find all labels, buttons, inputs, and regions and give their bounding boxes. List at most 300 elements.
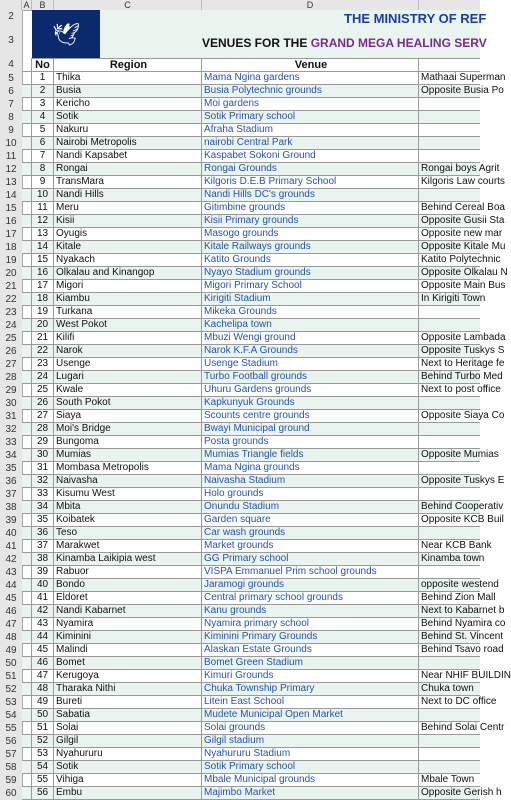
cell-a[interactable] bbox=[22, 644, 32, 656]
cell-no[interactable]: 12 bbox=[32, 215, 54, 227]
cell-region[interactable]: Meru bbox=[54, 202, 202, 214]
cell-venue[interactable]: Market grounds bbox=[202, 540, 419, 552]
row-number[interactable]: 34 bbox=[5, 450, 17, 461]
cell-venue[interactable]: Katito Grounds bbox=[202, 254, 419, 266]
cell-region[interactable]: Usenge bbox=[54, 358, 202, 370]
cell-extra[interactable]: Next to Kabarnet b bbox=[421, 605, 505, 616]
cell-venue[interactable]: Gitimbine grounds bbox=[202, 202, 419, 214]
header-region[interactable]: Region bbox=[54, 58, 202, 71]
cell-no[interactable]: 27 bbox=[32, 410, 54, 422]
cell-no[interactable]: 21 bbox=[32, 332, 54, 344]
cell-extra[interactable]: Behind Nyamira co bbox=[421, 618, 506, 629]
cell-no[interactable]: 53 bbox=[32, 748, 54, 760]
cell-venue[interactable]: Holo grounds bbox=[202, 488, 419, 500]
cell-region[interactable]: Rabuor bbox=[54, 566, 202, 578]
row-number[interactable]: 11 bbox=[5, 151, 17, 162]
cell-region[interactable]: TransMara bbox=[54, 176, 202, 188]
column-header-d[interactable]: D bbox=[202, 0, 419, 10]
cell-no[interactable]: 20 bbox=[32, 319, 54, 331]
cell-extra[interactable] bbox=[419, 397, 480, 409]
cell-region[interactable]: Marakwet bbox=[54, 540, 202, 552]
cell-region[interactable]: Nyamira bbox=[54, 618, 202, 630]
cell-extra[interactable]: Opposite Busia Po bbox=[421, 85, 504, 96]
cell-a[interactable] bbox=[22, 306, 32, 318]
cell-extra[interactable] bbox=[419, 137, 480, 149]
cell-no[interactable]: 14 bbox=[32, 241, 54, 253]
cell-extra[interactable] bbox=[419, 488, 480, 500]
row-number[interactable]: 58 bbox=[5, 762, 17, 773]
cell-venue[interactable]: Bomet Green Stadium bbox=[202, 657, 419, 669]
cell-region[interactable]: Thika bbox=[54, 72, 202, 84]
cell-region[interactable]: Turkana bbox=[54, 306, 202, 318]
row-number[interactable]: 32 bbox=[5, 424, 17, 435]
row-number[interactable]: 5 bbox=[8, 73, 14, 84]
cell-extra[interactable]: Chuka town bbox=[421, 683, 474, 694]
cell-no[interactable]: 49 bbox=[32, 696, 54, 708]
row-number[interactable]: 51 bbox=[5, 671, 17, 682]
cell-venue[interactable]: Kitale Railways grounds bbox=[202, 241, 419, 253]
cell-a[interactable] bbox=[22, 527, 32, 539]
cell-extra[interactable]: Opposite Olkalau N bbox=[421, 267, 508, 278]
cell-extra[interactable]: Rongai boys Agrit bbox=[421, 163, 500, 174]
cell-venue[interactable]: Busia Polytechnic grounds bbox=[202, 85, 419, 97]
cell-a[interactable] bbox=[22, 358, 32, 370]
cell-venue[interactable]: Majimbo Market bbox=[202, 787, 419, 799]
row-number[interactable]: 36 bbox=[5, 476, 17, 487]
cell-region[interactable]: Embu bbox=[54, 787, 202, 799]
cell-venue[interactable]: Kisii Primary grounds bbox=[202, 215, 419, 227]
cell-venue[interactable]: Usenge Stadium bbox=[202, 358, 419, 370]
cell-region[interactable]: Eldoret bbox=[54, 592, 202, 604]
cell-a[interactable] bbox=[22, 514, 32, 526]
cell-no[interactable]: 34 bbox=[32, 501, 54, 513]
cell-region[interactable]: Moi's Bridge bbox=[54, 423, 202, 435]
cell-region[interactable]: Teso bbox=[54, 527, 202, 539]
cell-venue[interactable]: VISPA Emmanuel Prim school grounds bbox=[202, 566, 419, 578]
cell-region[interactable]: Mbita bbox=[54, 501, 202, 513]
cell-venue[interactable]: Alaskan Estate Grounds bbox=[202, 644, 419, 656]
cell-venue[interactable]: Nyahururu Stadium bbox=[202, 748, 419, 760]
row-number[interactable]: 43 bbox=[5, 567, 17, 578]
row-number[interactable]: 41 bbox=[5, 541, 17, 552]
row-number[interactable]: 4 bbox=[8, 59, 14, 70]
cell-region[interactable]: Lugari bbox=[54, 371, 202, 383]
cell-no[interactable]: 36 bbox=[32, 527, 54, 539]
cell-region[interactable]: Migori bbox=[54, 280, 202, 292]
cell-region[interactable]: Busia bbox=[54, 85, 202, 97]
row-number[interactable]: 44 bbox=[5, 580, 17, 591]
row-number[interactable]: 8 bbox=[8, 112, 14, 123]
cell-a[interactable] bbox=[22, 735, 32, 747]
column-header-c[interactable]: C bbox=[54, 0, 202, 10]
cell-no[interactable]: 31 bbox=[32, 462, 54, 474]
cell-no[interactable]: 15 bbox=[32, 254, 54, 266]
cell-region[interactable]: Malindi bbox=[54, 644, 202, 656]
row-number[interactable]: 56 bbox=[5, 736, 17, 747]
cell-no[interactable]: 55 bbox=[32, 774, 54, 786]
cell-venue[interactable]: Kanu grounds bbox=[202, 605, 419, 617]
cell-extra[interactable]: Kinamba town bbox=[421, 553, 485, 564]
cell-venue[interactable]: Kimuri Grounds bbox=[202, 670, 419, 682]
cell-venue[interactable]: Scounts centre grounds bbox=[202, 410, 419, 422]
row-number[interactable]: 28 bbox=[5, 372, 17, 383]
row-number[interactable]: 15 bbox=[5, 203, 17, 214]
cell-a[interactable] bbox=[22, 683, 32, 695]
cell-venue[interactable]: Mumias Triangle fields bbox=[202, 449, 419, 461]
cell-a[interactable] bbox=[22, 423, 32, 435]
cell-venue[interactable]: Kilgoris D.E.B Primary School bbox=[202, 176, 419, 188]
cell-a[interactable] bbox=[22, 748, 32, 760]
row-number[interactable]: 21 bbox=[5, 281, 17, 292]
cell-extra[interactable]: Behind Zion Mall bbox=[421, 592, 496, 603]
header-no[interactable]: No bbox=[32, 58, 54, 71]
cell-no[interactable]: 35 bbox=[32, 514, 54, 526]
cell-no[interactable]: 19 bbox=[32, 306, 54, 318]
cell-a[interactable] bbox=[22, 540, 32, 552]
cell-no[interactable]: 11 bbox=[32, 202, 54, 214]
row-number[interactable]: 20 bbox=[5, 268, 17, 279]
cell-region[interactable]: Kilifi bbox=[54, 332, 202, 344]
cell-no[interactable]: 24 bbox=[32, 371, 54, 383]
row-number[interactable]: 14 bbox=[5, 190, 17, 201]
cell-no[interactable]: 43 bbox=[32, 618, 54, 630]
row-number[interactable]: 19 bbox=[5, 255, 17, 266]
cell-extra[interactable] bbox=[419, 436, 480, 448]
cell-extra[interactable] bbox=[419, 709, 480, 721]
cell-region[interactable]: Oyugis bbox=[54, 228, 202, 240]
cell-region[interactable]: Bomet bbox=[54, 657, 202, 669]
cell-extra[interactable]: Next to DC office bbox=[421, 696, 497, 707]
cell-venue[interactable]: Nandi Hills DC's grounds bbox=[202, 189, 419, 201]
header-extra[interactable] bbox=[419, 58, 480, 71]
cell-a[interactable] bbox=[22, 501, 32, 513]
cell-a[interactable] bbox=[22, 449, 32, 461]
cell-extra[interactable]: Mathaai Superman bbox=[421, 72, 506, 83]
cell-a[interactable] bbox=[22, 228, 32, 240]
cell-region[interactable]: Kitale bbox=[54, 241, 202, 253]
cell-no[interactable]: 56 bbox=[32, 787, 54, 799]
cell-no[interactable]: 37 bbox=[32, 540, 54, 552]
row-number[interactable]: 46 bbox=[5, 606, 17, 617]
cell-no[interactable]: 44 bbox=[32, 631, 54, 643]
cell-extra[interactable]: Near KCB Bank bbox=[421, 540, 492, 551]
cell-extra[interactable]: Opposite KCB Buil bbox=[421, 514, 504, 525]
select-all-corner[interactable] bbox=[0, 0, 22, 10]
cell-extra[interactable] bbox=[419, 657, 480, 669]
cell-no[interactable]: 6 bbox=[32, 137, 54, 149]
row-number[interactable]: 25 bbox=[5, 333, 17, 344]
cell-venue[interactable]: Central primary school grounds bbox=[202, 592, 419, 604]
cell-no[interactable]: 29 bbox=[32, 436, 54, 448]
cell-no[interactable]: 17 bbox=[32, 280, 54, 292]
cell-no[interactable]: 39 bbox=[32, 566, 54, 578]
cell-no[interactable]: 48 bbox=[32, 683, 54, 695]
cell-a[interactable] bbox=[22, 553, 32, 565]
row-number[interactable]: 49 bbox=[5, 645, 17, 656]
cell-region[interactable]: Kericho bbox=[54, 98, 202, 110]
cell-a[interactable] bbox=[22, 98, 32, 110]
cell-no[interactable]: 8 bbox=[32, 163, 54, 175]
row-number[interactable]: 54 bbox=[5, 710, 17, 721]
cell-no[interactable]: 13 bbox=[32, 228, 54, 240]
cell-no[interactable]: 50 bbox=[32, 709, 54, 721]
cell-extra[interactable]: Behind Solai Centr bbox=[421, 722, 505, 733]
cell-venue[interactable]: Kiminini Primary Grounds bbox=[202, 631, 419, 643]
cell-venue[interactable]: Rongai Grounds bbox=[202, 163, 419, 175]
cell-venue[interactable]: Chuka Township Primary bbox=[202, 683, 419, 695]
cell-region[interactable]: Nyahururu bbox=[54, 748, 202, 760]
row-number[interactable]: 52 bbox=[5, 684, 17, 695]
cell-no[interactable]: 22 bbox=[32, 345, 54, 357]
cell-a[interactable] bbox=[22, 657, 32, 669]
cell-extra[interactable]: Katito Polytechnic bbox=[421, 254, 501, 265]
row-number[interactable]: 50 bbox=[5, 658, 17, 669]
cell-a[interactable] bbox=[22, 436, 32, 448]
cell-region[interactable]: Nandi Hills bbox=[54, 189, 202, 201]
cell-extra[interactable] bbox=[419, 124, 480, 136]
cell-extra[interactable]: Opposite Kitale Mu bbox=[421, 241, 506, 252]
cell-region[interactable]: Olkalau and Kinangop bbox=[54, 267, 202, 279]
cell-venue[interactable]: Mama Ngina grounds bbox=[202, 462, 419, 474]
cell-no[interactable]: 3 bbox=[32, 98, 54, 110]
cell-extra[interactable]: opposite westend bbox=[421, 579, 499, 590]
row-number[interactable]: 27 bbox=[5, 359, 17, 370]
cell-region[interactable]: Koibatek bbox=[54, 514, 202, 526]
cell-venue[interactable]: Sotik Primary school bbox=[202, 111, 419, 123]
cell-venue[interactable]: Masogo grounds bbox=[202, 228, 419, 240]
cell-venue[interactable]: Kapkunyuk Grounds bbox=[202, 397, 419, 409]
row-number[interactable]: 31 bbox=[5, 411, 17, 422]
cell-extra[interactable] bbox=[419, 527, 480, 539]
cell-a[interactable] bbox=[22, 280, 32, 292]
cell-a[interactable] bbox=[22, 410, 32, 422]
cell-venue[interactable]: Uhuru Gardens grounds bbox=[202, 384, 419, 396]
cell-region[interactable]: Gilgil bbox=[54, 735, 202, 747]
cell-venue[interactable]: Naivasha Stadium bbox=[202, 475, 419, 487]
cell-a[interactable] bbox=[22, 241, 32, 253]
row-number[interactable]: 24 bbox=[5, 320, 17, 331]
cell-a[interactable] bbox=[22, 787, 32, 799]
row-number[interactable]: 47 bbox=[5, 619, 17, 630]
cell-region[interactable]: Bungoma bbox=[54, 436, 202, 448]
cell-no[interactable]: 1 bbox=[32, 72, 54, 84]
cell-region[interactable]: Tharaka Nithi bbox=[54, 683, 202, 695]
cell-region[interactable]: Solai bbox=[54, 722, 202, 734]
cell-no[interactable]: 7 bbox=[32, 150, 54, 162]
cell-venue[interactable]: Migori Primary School bbox=[202, 280, 419, 292]
row-number[interactable]: 57 bbox=[5, 749, 17, 760]
cell-venue[interactable]: Kaspabet Sokoni Ground bbox=[202, 150, 419, 162]
cell-extra[interactable] bbox=[419, 319, 480, 331]
cell-a[interactable] bbox=[22, 709, 32, 721]
row-number[interactable]: 16 bbox=[5, 216, 17, 227]
cell-venue[interactable]: Sotik Primary school bbox=[202, 761, 419, 773]
row-number[interactable]: 18 bbox=[5, 242, 17, 253]
cell-no[interactable]: 4 bbox=[32, 111, 54, 123]
row-number[interactable]: 3 bbox=[8, 35, 14, 46]
cell-venue[interactable]: Kachelipa town bbox=[202, 319, 419, 331]
cell-region[interactable]: Sotik bbox=[54, 761, 202, 773]
cell-extra[interactable]: Opposite Lambada bbox=[421, 332, 506, 343]
cell-region[interactable]: Nandi Kabarnet bbox=[54, 605, 202, 617]
cell-no[interactable]: 28 bbox=[32, 423, 54, 435]
cell-venue[interactable]: Moi gardens bbox=[202, 98, 419, 110]
cell-venue[interactable]: Car wash grounds bbox=[202, 527, 419, 539]
cell-a[interactable] bbox=[22, 384, 32, 396]
cell-extra[interactable] bbox=[419, 111, 480, 123]
cell-region[interactable]: Kerugoya bbox=[54, 670, 202, 682]
row-number[interactable]: 6 bbox=[8, 86, 14, 97]
cell-no[interactable]: 33 bbox=[32, 488, 54, 500]
cell-a[interactable] bbox=[22, 254, 32, 266]
cell-a[interactable] bbox=[22, 267, 32, 279]
cell-extra[interactable]: Behind Tsavo road bbox=[421, 644, 504, 655]
cell-extra[interactable]: Opposite Tuskys S bbox=[421, 345, 505, 356]
cell-a[interactable] bbox=[22, 670, 32, 682]
cell-venue[interactable]: Jaramogi grounds bbox=[202, 579, 419, 591]
cell-extra[interactable]: Opposite Mumias bbox=[421, 449, 499, 460]
cell-a[interactable] bbox=[22, 58, 32, 71]
row-number[interactable]: 48 bbox=[5, 632, 17, 643]
cell-region[interactable]: Sotik bbox=[54, 111, 202, 123]
row-number[interactable]: 42 bbox=[5, 554, 17, 565]
cell-no[interactable]: 23 bbox=[32, 358, 54, 370]
cell-a[interactable] bbox=[22, 137, 32, 149]
cell-region[interactable]: Sabatia bbox=[54, 709, 202, 721]
cell-no[interactable]: 32 bbox=[32, 475, 54, 487]
cell-region[interactable]: Kinamba Laikipia west bbox=[54, 553, 202, 565]
row-number[interactable]: 10 bbox=[5, 138, 17, 149]
cell-venue[interactable]: Litein East School bbox=[202, 696, 419, 708]
cell-extra[interactable] bbox=[419, 98, 480, 110]
cell-no[interactable]: 25 bbox=[32, 384, 54, 396]
cell-venue[interactable]: Posta grounds bbox=[202, 436, 419, 448]
cell-a[interactable] bbox=[22, 345, 32, 357]
cell-a[interactable] bbox=[22, 566, 32, 578]
cell-a[interactable] bbox=[22, 150, 32, 162]
cell-a[interactable] bbox=[22, 124, 32, 136]
cell-extra[interactable]: Opposite Main Bus bbox=[421, 280, 506, 291]
row-number[interactable]: 2 bbox=[8, 11, 14, 22]
cell-region[interactable]: Bureti bbox=[54, 696, 202, 708]
cell-a[interactable] bbox=[22, 696, 32, 708]
cell-venue[interactable]: Bwayi Municipal ground bbox=[202, 423, 419, 435]
cell-venue[interactable]: Nyamira primary school bbox=[202, 618, 419, 630]
cell-a[interactable] bbox=[22, 579, 32, 591]
cell-a[interactable] bbox=[22, 774, 32, 786]
cell-no[interactable]: 51 bbox=[32, 722, 54, 734]
row-number[interactable]: 23 bbox=[5, 307, 17, 318]
cell-venue[interactable]: Afraha Stadium bbox=[202, 124, 419, 136]
cell-venue[interactable]: Mama Ngina gardens bbox=[202, 72, 419, 84]
row-number[interactable]: 33 bbox=[5, 437, 17, 448]
cell-a[interactable] bbox=[22, 618, 32, 630]
cell-no[interactable]: 42 bbox=[32, 605, 54, 617]
cell-extra[interactable]: Opposite Siaya Co bbox=[421, 410, 505, 421]
cell-extra[interactable] bbox=[419, 189, 480, 201]
cell-region[interactable]: West Pokot bbox=[54, 319, 202, 331]
cell-a[interactable] bbox=[22, 371, 32, 383]
cell-venue[interactable]: Kirigiti Stadium bbox=[202, 293, 419, 305]
row-number[interactable]: 12 bbox=[5, 164, 17, 175]
cell-a[interactable] bbox=[22, 332, 32, 344]
cell-region[interactable]: South Pokot bbox=[54, 397, 202, 409]
cell-a[interactable] bbox=[22, 761, 32, 773]
cell-no[interactable]: 10 bbox=[32, 189, 54, 201]
cell-extra[interactable]: Opposite Gerish h bbox=[421, 787, 502, 798]
cell-extra[interactable]: Mbale Town bbox=[421, 774, 475, 785]
row-number[interactable]: 37 bbox=[5, 489, 17, 500]
cell-region[interactable]: Kiambu bbox=[54, 293, 202, 305]
cell-venue[interactable]: Mbale Municipal grounds bbox=[202, 774, 419, 786]
row-number[interactable]: 17 bbox=[5, 229, 17, 240]
row-number[interactable]: 9 bbox=[8, 125, 14, 136]
cell-region[interactable]: Kwale bbox=[54, 384, 202, 396]
cell-region[interactable]: Narok bbox=[54, 345, 202, 357]
cell-a[interactable] bbox=[22, 319, 32, 331]
cell-extra[interactable]: Behind Turbo Med bbox=[421, 371, 503, 382]
cell-no[interactable]: 45 bbox=[32, 644, 54, 656]
cell-a[interactable] bbox=[22, 488, 32, 500]
cell-a[interactable] bbox=[22, 592, 32, 604]
cell-extra[interactable] bbox=[419, 566, 480, 578]
cell-extra[interactable]: Next to Heritage fe bbox=[421, 358, 505, 369]
cell-no[interactable]: 5 bbox=[32, 124, 54, 136]
cell-extra[interactable]: Behind Cooperativ bbox=[421, 501, 504, 512]
row-number[interactable]: 53 bbox=[5, 697, 17, 708]
cell-region[interactable]: Rongai bbox=[54, 163, 202, 175]
cell-venue[interactable]: nairobi Central Park bbox=[202, 137, 419, 149]
cell-no[interactable]: 2 bbox=[32, 85, 54, 97]
cell-region[interactable]: Nandi Kapsabet bbox=[54, 150, 202, 162]
row-number[interactable]: 55 bbox=[5, 723, 17, 734]
cell-region[interactable]: Kiminini bbox=[54, 631, 202, 643]
cell-region[interactable]: Bondo bbox=[54, 579, 202, 591]
cell-a[interactable] bbox=[22, 397, 32, 409]
cell-region[interactable]: Naivasha bbox=[54, 475, 202, 487]
cell-extra[interactable]: Next to post office bbox=[421, 384, 501, 395]
cell-venue[interactable]: Mudete Municipal Open Market bbox=[202, 709, 419, 721]
cell-region[interactable]: Nairobi Metropolis bbox=[54, 137, 202, 149]
cell-no[interactable]: 18 bbox=[32, 293, 54, 305]
cell-venue[interactable]: Nyayo Stadium grounds bbox=[202, 267, 419, 279]
cell-a[interactable] bbox=[22, 72, 32, 84]
cell-extra[interactable]: Opposite new mar bbox=[421, 228, 503, 239]
cell-no[interactable]: 41 bbox=[32, 592, 54, 604]
cell-extra[interactable] bbox=[419, 735, 480, 747]
cell-a[interactable] bbox=[22, 631, 32, 643]
cell-region[interactable]: Nakuru bbox=[54, 124, 202, 136]
row-number[interactable]: 45 bbox=[5, 593, 17, 604]
cell-a[interactable] bbox=[22, 176, 32, 188]
cell-no[interactable]: 46 bbox=[32, 657, 54, 669]
cell-a[interactable] bbox=[22, 85, 32, 97]
cell-no[interactable]: 9 bbox=[32, 176, 54, 188]
cell-venue[interactable]: Mikeka Grounds bbox=[202, 306, 419, 318]
cell-extra[interactable]: Behind Cereal Boa bbox=[421, 202, 505, 213]
cell-extra[interactable]: Kilgoris Law courts bbox=[421, 176, 505, 187]
cell-extra[interactable]: Opposite Tuskys E bbox=[421, 475, 505, 486]
cell-no[interactable]: 38 bbox=[32, 553, 54, 565]
row-number[interactable]: 60 bbox=[5, 788, 17, 799]
column-header-b[interactable]: B bbox=[32, 0, 54, 10]
cell-no[interactable]: 40 bbox=[32, 579, 54, 591]
cell-a[interactable] bbox=[22, 475, 32, 487]
cell-extra[interactable] bbox=[419, 306, 480, 318]
row-number[interactable]: 38 bbox=[5, 502, 17, 513]
cell-no[interactable]: 47 bbox=[32, 670, 54, 682]
row-number[interactable]: 13 bbox=[5, 177, 17, 188]
